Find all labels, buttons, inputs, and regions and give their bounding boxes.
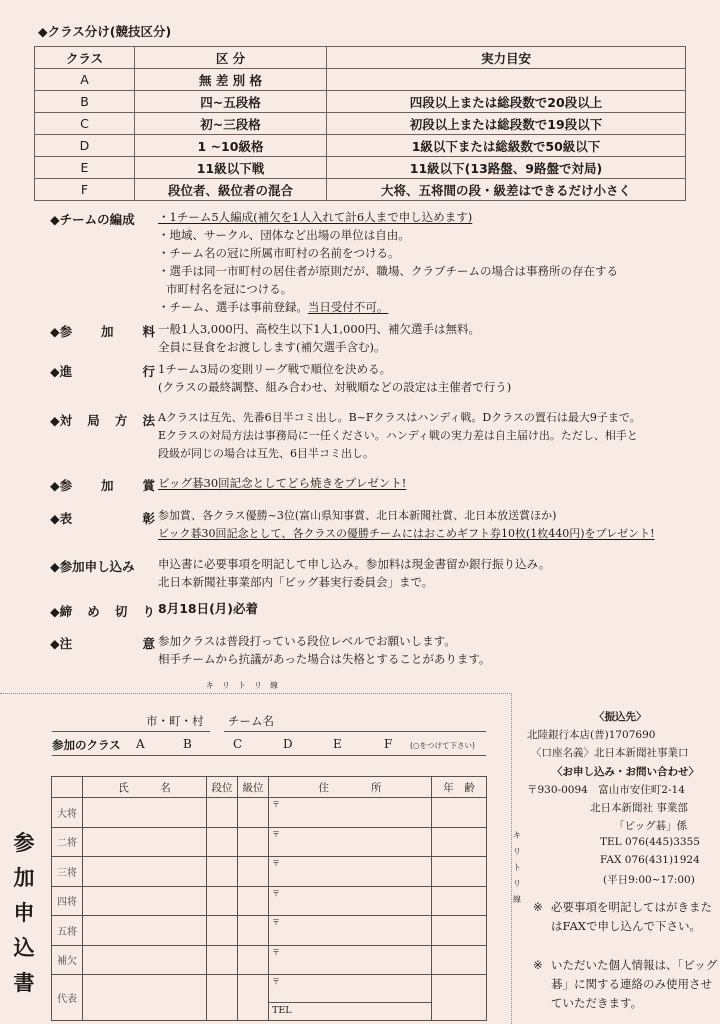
zip-mark: 〒 <box>272 888 280 898</box>
cut-char: 線 <box>513 895 521 904</box>
zip-mark: 〒 <box>272 977 280 986</box>
team-line: ・地域、サークル、団体など出場の単位は自由。 <box>158 228 410 242</box>
label-part: ◆進 <box>50 364 73 379</box>
entry-row-representative <box>52 975 487 1021</box>
zip-mark: 〒 <box>272 859 280 868</box>
label-part: 行 <box>142 364 155 379</box>
label-part: 料 <box>142 324 155 339</box>
label-part: ◆参加申し込み <box>50 559 135 574</box>
team-line: ・選手は同一市町村の居住者が原則だが、職場、クラブチームの場合は事務所の存在する <box>158 264 618 278</box>
division-cell: 1 ~10級格 <box>135 135 327 157</box>
age-field[interactable] <box>432 945 487 975</box>
header-ability: 実力目安 <box>327 47 686 69</box>
header-age: 年 齢 <box>432 777 487 798</box>
dan-field[interactable] <box>207 916 238 946</box>
position-label: 補欠 <box>52 945 83 975</box>
entry-row <box>52 886 487 916</box>
transfer-heading: 〈振込先〉 <box>594 711 647 723</box>
bank-account: 北陸銀行本店(普)1707690 <box>527 729 656 741</box>
position-label: 大将 <box>52 798 83 828</box>
class-option-a[interactable]: A <box>136 737 145 751</box>
progress-line: (クラスの最終調整、組み合わせ、対戦順などの設定は主催者で行う) <box>158 380 512 394</box>
label-part: ームの編成 <box>72 212 135 227</box>
zip-mark: 〒 <box>272 918 280 927</box>
label-part: 局 <box>87 413 100 428</box>
dan-field[interactable] <box>207 827 238 857</box>
class-option-f[interactable]: F <box>384 737 393 751</box>
address-field[interactable] <box>269 916 432 946</box>
address-field[interactable] <box>269 827 432 857</box>
class-section-title: ◆クラス分け(競技区分) <box>38 24 172 39</box>
position-label: 二将 <box>52 827 83 857</box>
label-part: り <box>142 604 155 619</box>
caution-text <box>158 632 490 668</box>
class-cell: A <box>35 69 135 91</box>
label-part: ◆表 <box>50 511 73 526</box>
municipality-label: 市・町・村 <box>146 714 204 728</box>
class-cell: B <box>35 91 135 113</box>
progress-text <box>158 360 511 396</box>
cut-line-label: キリトリ線 <box>206 681 286 690</box>
note-2 <box>533 956 718 1013</box>
header-class: クラス <box>35 47 135 69</box>
position-label: 五将 <box>52 916 83 946</box>
class-table <box>34 46 686 201</box>
name-field[interactable] <box>83 857 207 887</box>
dan-field[interactable] <box>207 975 238 1021</box>
fee-line: 一般1人3,000円、高校生以下1人1,000円、補欠選手は無料。 <box>158 322 480 336</box>
label-part: 加 <box>101 324 114 339</box>
method-label <box>50 411 155 429</box>
award-label <box>50 509 155 527</box>
title-char: 申 <box>13 901 35 925</box>
caution-line: 参加クラスは普段打っている段位レベルでお願いします。 <box>158 634 456 648</box>
contact-fax: FAX 076(431)1924 <box>600 854 700 866</box>
class-table-header <box>35 47 686 69</box>
ability-cell: 大将、五将間の段・級差はできるだけ小さく <box>327 179 686 201</box>
class-row <box>35 157 686 179</box>
cut-line-horizontal <box>0 693 512 694</box>
team-line-part: ・チーム、選手は事前登録。 <box>158 300 308 314</box>
label-part: め <box>87 604 100 619</box>
age-field[interactable] <box>432 975 487 1021</box>
dan-field[interactable] <box>207 886 238 916</box>
account-name: 〈口座名義〉北日本新聞社事業口 <box>531 747 689 759</box>
fee-text <box>158 320 480 356</box>
label-part: 加 <box>101 478 114 493</box>
ability-cell <box>327 69 686 91</box>
class-row <box>35 179 686 201</box>
contact-org: 北日本新聞社 事業部 <box>590 802 688 814</box>
deadline-text <box>158 600 258 618</box>
class-cell: D <box>35 135 135 157</box>
class-underline <box>52 755 486 756</box>
address-field[interactable] <box>269 798 432 828</box>
class-cell: E <box>35 157 135 179</box>
name-field[interactable] <box>83 975 207 1021</box>
team-line: ・1チーム5人編成(補欠を1人入れて計6人まで申し込めます) <box>158 210 473 224</box>
prize-label <box>50 476 155 494</box>
kyu-field[interactable] <box>238 916 269 946</box>
division-cell: 11級以下戦 <box>135 157 327 179</box>
dan-field[interactable] <box>207 798 238 828</box>
kyu-field[interactable] <box>238 945 269 975</box>
zip-mark: 〒 <box>272 947 280 957</box>
name-field[interactable] <box>83 827 207 857</box>
position-label: 三将 <box>52 857 83 887</box>
team-line <box>158 298 618 316</box>
team-name-label: チーム名 <box>228 714 274 728</box>
age-field[interactable] <box>432 827 487 857</box>
division-cell: 四~五段格 <box>135 91 327 113</box>
kyu-field[interactable] <box>238 798 269 828</box>
ability-cell: 1級以下または総級数で50級以下 <box>327 135 686 157</box>
team-line-underlined: 当日受付不可。 <box>307 300 389 314</box>
note-mark: ※ <box>533 958 543 972</box>
tel-divider <box>269 1002 431 1003</box>
team-line: ・チーム名の冠に所属市町村の名前をつける。 <box>158 246 400 260</box>
division-cell: 初~三段格 <box>135 113 327 135</box>
prize-text <box>158 474 406 492</box>
team-name-field[interactable] <box>224 731 486 732</box>
label-part: ◆参 <box>50 478 73 493</box>
name-field[interactable] <box>83 798 207 828</box>
cut-char: ト <box>513 863 521 872</box>
municipality-field[interactable] <box>52 731 210 732</box>
class-option-e[interactable]: E <box>333 737 342 751</box>
fee-label <box>50 322 155 340</box>
title-char: 込 <box>13 936 35 960</box>
method-line: Eクラスの対局方法は事務局に一任ください。ハンディ戦の実力差は自主届け出。ただし、相手と <box>158 429 638 442</box>
class-cell: F <box>35 179 135 201</box>
ability-cell: 11級以下(13路盤、9路盤で対局) <box>327 157 686 179</box>
prize-line: ビッグ碁30回記念としてどら焼きをプレゼント! <box>158 476 407 490</box>
address-field[interactable] <box>269 886 432 916</box>
label-part: 意 <box>142 636 155 651</box>
label-part: ◆締 <box>50 604 73 619</box>
entry-row <box>52 945 487 975</box>
division-cell: 無 差 別 格 <box>135 69 327 91</box>
address-field[interactable] <box>269 975 432 1021</box>
class-cell: C <box>35 113 135 135</box>
entry-row <box>52 857 487 887</box>
class-select-label: 参加のクラス <box>52 738 121 752</box>
entry-row <box>52 798 487 828</box>
age-field[interactable] <box>432 798 487 828</box>
method-line: 段級が同じの場合は互先、6目半コミ出し。 <box>158 447 374 460</box>
ability-cell: 四段以上または総段数で20段以上 <box>327 91 686 113</box>
title-char: 加 <box>13 866 35 890</box>
progress-label <box>50 362 155 380</box>
fee-line: 全員に昼食をお渡しします(補欠選手含む)。 <box>158 340 386 354</box>
title-char: 参 <box>13 831 35 855</box>
cut-char: リ <box>513 847 521 856</box>
name-field[interactable] <box>83 945 207 975</box>
label-part: 方 <box>114 413 128 428</box>
class-option-d[interactable]: D <box>283 737 293 751</box>
title-char: 書 <box>13 971 35 995</box>
method-line: Aクラスは互先、先番6目半コミ出し。B~Fクラスはハンディ戦。Dクラスの置石は最大9子まで。 <box>158 411 641 424</box>
label-part: 彰 <box>142 511 155 526</box>
label-part: 切 <box>114 604 128 619</box>
division-cell: 段位者、級位者の混合 <box>135 179 327 201</box>
contact-address: 〒930-0094 富山市安住町2-14 <box>527 784 685 796</box>
progress-line: 1チーム3局の変則リーグ戦で順位を決める。 <box>158 362 392 376</box>
age-field[interactable] <box>432 916 487 946</box>
apply-label <box>50 557 155 575</box>
dan-field[interactable] <box>207 945 238 975</box>
class-option-b[interactable]: B <box>183 737 192 751</box>
class-note: (○をつけて下さい) <box>410 741 475 750</box>
kyu-field[interactable] <box>238 975 269 1021</box>
entry-table <box>51 776 487 1021</box>
label-part: 法 <box>142 413 155 428</box>
kyu-field[interactable] <box>238 827 269 857</box>
class-row <box>35 135 686 157</box>
note-mark: ※ <box>533 900 543 914</box>
name-field[interactable] <box>83 886 207 916</box>
label-part: ◆参 <box>50 324 73 339</box>
header-address: 住 所 <box>269 777 432 798</box>
header-kyu: 級位 <box>238 777 269 798</box>
zip-mark: 〒 <box>272 829 280 839</box>
header-dan: 段位 <box>207 777 238 798</box>
class-row <box>35 113 686 135</box>
position-label: 代表 <box>52 975 83 1021</box>
award-text <box>158 507 655 543</box>
class-row <box>35 91 686 113</box>
note-1 <box>533 898 718 936</box>
address-field[interactable] <box>269 945 432 975</box>
label-part: ◆対 <box>50 413 73 428</box>
caution-line: 相手チームから抗議があった場合は失格とすることがあります。 <box>158 652 491 666</box>
caution-label <box>50 634 155 652</box>
apply-text <box>158 555 550 591</box>
team-text <box>158 208 618 316</box>
team-line: 市町村名を冠につける。 <box>166 282 293 296</box>
cut-char: リ <box>513 879 521 888</box>
team-label <box>50 210 135 228</box>
deadline-value: 8月18日(月)必着 <box>158 601 259 616</box>
label-part: ◆チ <box>50 212 73 227</box>
tel-label: TEL <box>272 1005 292 1016</box>
entry-header <box>52 777 487 798</box>
zip-mark: 〒 <box>272 800 280 809</box>
address-field[interactable] <box>269 857 432 887</box>
award-line: 参加賞、各クラス優勝~3位(富山県知事賞、北日本新聞社賞、北日本放送賞ほか) <box>158 509 557 522</box>
note-text: 必要事項を明記してはがきまたはFAXで申し込んで下さい。 <box>551 900 712 933</box>
class-row <box>35 69 686 91</box>
apply-line: 北日本新聞社事業部内「ビッグ碁実行委員会」まで。 <box>158 575 434 589</box>
dan-field[interactable] <box>207 857 238 887</box>
inquiry-heading: 〈お申し込み・お問い合わせ〉 <box>552 766 699 778</box>
apply-line: 申込書に必要事項を明記して申し込み。参加料は現金書留か銀行振り込み。 <box>158 557 551 571</box>
contact-dept: 「ビッグ碁」係 <box>614 820 688 832</box>
entry-row <box>52 827 487 857</box>
ability-cell: 初段以上または総段数で19段以下 <box>327 113 686 135</box>
header-division: 区 分 <box>135 47 327 69</box>
form-title <box>10 826 38 1001</box>
method-text <box>158 409 641 463</box>
contact-tel: TEL 076(445)3355 <box>600 836 700 848</box>
position-label: 四将 <box>52 886 83 916</box>
cut-char: キ <box>513 831 521 840</box>
kyu-field[interactable] <box>238 886 269 916</box>
award-line: ビック碁30回記念として、各クラスの優勝チームにはおこめギフト券10枚(1枚440円)をプレゼント! <box>158 527 655 540</box>
header-name: 氏 名 <box>83 777 207 798</box>
deadline-label <box>50 602 155 620</box>
age-field[interactable] <box>432 886 487 916</box>
note-text: いただいた個人情報は、「ビッグ碁」に関する連絡のみ使用させていただきます。 <box>551 958 718 1010</box>
label-part: ◆注 <box>50 636 73 651</box>
cut-line-vertical-label <box>512 828 522 908</box>
name-field[interactable] <box>83 916 207 946</box>
label-part: 賞 <box>142 478 155 493</box>
header-position <box>52 777 83 798</box>
contact-hours: (平日9:00~17:00) <box>603 874 695 886</box>
class-option-c[interactable]: C <box>233 737 243 751</box>
kyu-field[interactable] <box>238 857 269 887</box>
entry-row <box>52 916 487 946</box>
age-field[interactable] <box>432 857 487 887</box>
